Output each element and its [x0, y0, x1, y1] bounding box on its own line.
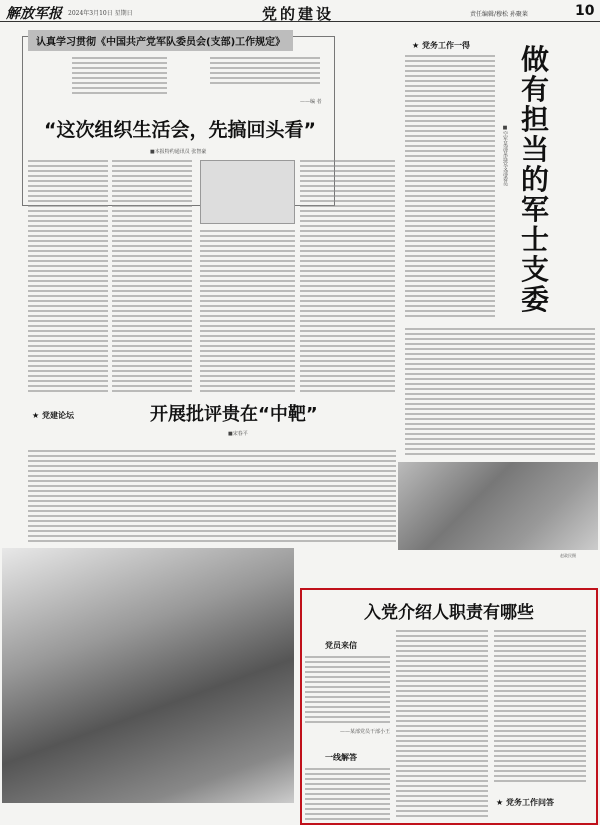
- forum-tag-label: 党建论坛: [41, 411, 74, 420]
- column-tag-label: 党务工作一得: [421, 41, 470, 50]
- answer-tag: 一线解答: [325, 753, 357, 762]
- newspaper-logo: 解放军报: [6, 6, 62, 22]
- cartoon-illustration: [200, 160, 295, 224]
- column-title: 做有担当的军士支委: [520, 43, 549, 316]
- answer-body: [305, 768, 390, 820]
- issue-date: 2024年3月10日 星期日: [68, 10, 133, 17]
- special-banner: 认真学习贯彻《中国共产党军队委员会(支部)工作规定》: [28, 30, 293, 51]
- article-body: [28, 450, 396, 545]
- qa-title: 入党介绍人职责有哪些: [364, 603, 534, 623]
- qa-column-tag-label: 党务工作问答: [505, 798, 554, 807]
- article-byline: ■本报特约通讯员 张智豪: [150, 149, 207, 155]
- training-photo: [2, 548, 294, 803]
- article-body: [112, 160, 192, 395]
- editor-note-text: [72, 57, 167, 97]
- article-byline: ■宋春平: [228, 431, 248, 437]
- article-body: [28, 160, 108, 395]
- article-title: 开展批评贵在“中靶”: [150, 404, 318, 425]
- article-title: “这次组织生活会，先搞回头看”: [44, 119, 316, 141]
- editor-note-text: [210, 57, 320, 84]
- column-tag: ★ 党务工作一得: [412, 41, 470, 50]
- column-byline: ■空军某部某连党支部委员: [502, 125, 508, 186]
- photo-credit: 赵政民摄: [560, 553, 576, 558]
- letter-tag: 党员来信: [325, 641, 357, 650]
- section-title: 党的建设: [262, 5, 335, 23]
- answer-body: [494, 630, 586, 785]
- editor-credit: 责任编辑/穆松 孙聚莱: [470, 11, 528, 18]
- letter-body: [305, 656, 390, 724]
- column-body: [405, 328, 595, 455]
- editor-note-sign: ——编 者: [300, 99, 322, 105]
- answer-body: [396, 630, 488, 820]
- article-body: [300, 160, 395, 395]
- soldiers-photo: [398, 462, 598, 550]
- qa-column-tag: ★ 党务工作问答: [496, 798, 554, 807]
- page-number: 10: [575, 3, 595, 19]
- letter-sign: ——某部党员干部小王: [340, 729, 391, 735]
- article-body: [200, 230, 295, 395]
- masthead: [0, 0, 600, 22]
- column-body: [405, 55, 495, 320]
- forum-tag: ★ 党建论坛: [32, 411, 74, 420]
